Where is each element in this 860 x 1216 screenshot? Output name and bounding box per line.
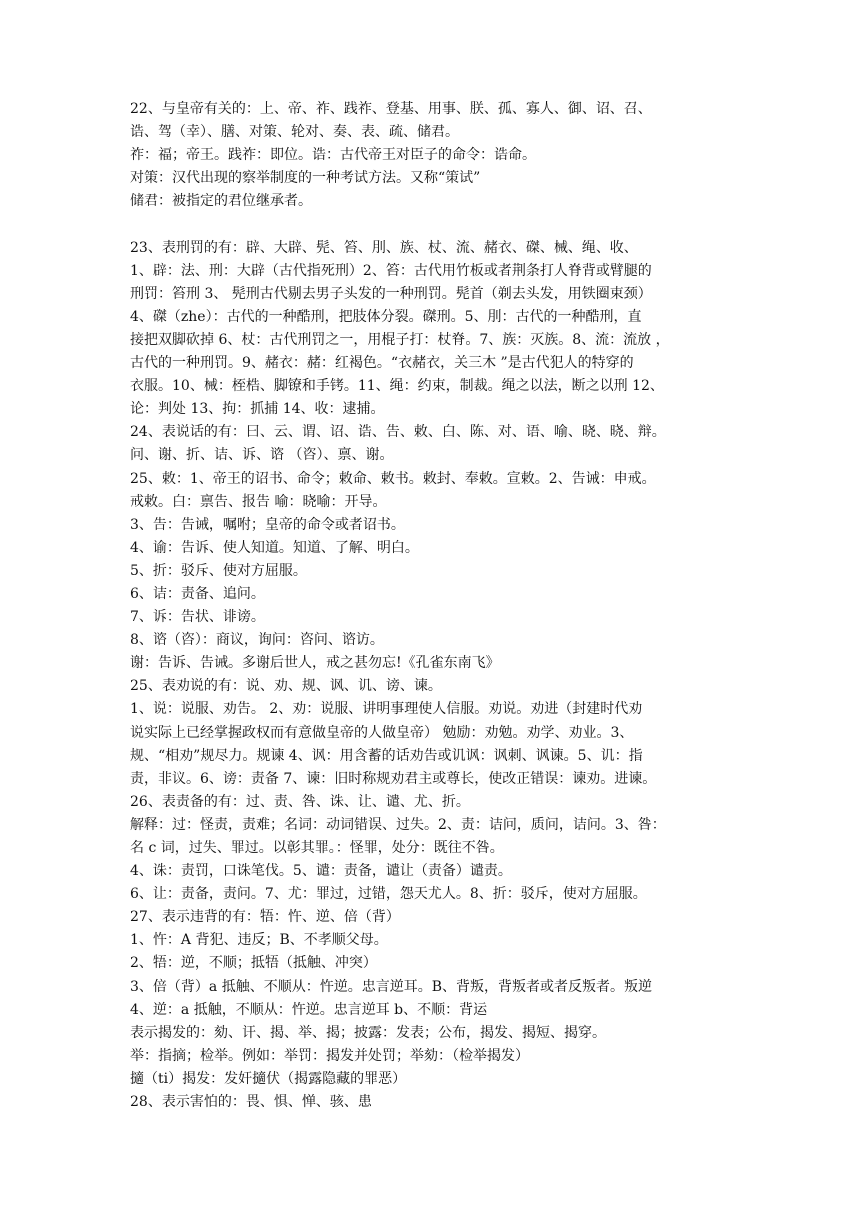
text-line: 22、与皇帝有关的：上、帝、祚、践祚、登基、用事、朕、孤、寡人、御、诏、召、 — [130, 101, 652, 117]
text-line: 6、诘：责备、追问。 — [130, 585, 265, 602]
text-line: 表示揭发的：劾、讦、揭、举、揭；披露：发表；公布，揭发、揭短、揭穿。 — [130, 1024, 606, 1041]
text-line: 4、逆：a 抵触，不顺从：忤逆。忠言逆耳 b、不顺：背运 — [130, 1001, 488, 1018]
text-line: 衣服。10、械：桎梏、脚镣和手铐。11、绳：约束，制裁。绳之以法，断之以刑 12、 — [130, 378, 664, 395]
text-line: 25、敕：1、帝王的诏书、命令；敕命、敕书。敕封、奉敕。宣敕。2、告诫：申戒。 — [130, 470, 656, 487]
text-line: 擿（ti）揭发：发奸擿伏（揭露隐藏的罪恶） — [130, 1070, 407, 1087]
text-line: 1、忤：A 背犯、违反；B、不孝顺父母。 — [130, 932, 388, 949]
text-line: 储君：被指定的君位继承者。 — [130, 193, 312, 210]
text-line: 5、折：驳斥、使对方屈服。 — [130, 562, 307, 579]
text-line: 6、让：责备，责问。7、尤：罪过，过错，怨天尤人。8、折：驳斥，使对方屈服。 — [130, 886, 647, 903]
text-line: 举：指摘；检举。例如：举罚：揭发并处罚；举劾：（检举揭发） — [130, 1047, 529, 1064]
text-line: 接把双脚砍掉 6、杖：古代刑罚之一，用棍子打：杖脊。7、族：灭族。8、流：流放 ， — [130, 331, 670, 348]
text-line: 28、表示害怕的：畏、惧、惮、骇、患 — [130, 1094, 372, 1111]
text-line: 说实际上已经掌握政权而有意做皇帝的人做皇帝） 勉励：劝勉。劝学、劝业。3、 — [130, 724, 634, 741]
text-line: 4、诛：责罚，口诛笔伐。5、谴：责备，谴让（责备）谴责。 — [130, 863, 512, 880]
text-line: 3、告：告诫，嘱咐；皇帝的命令或者诏书。 — [130, 516, 405, 533]
blank-line — [130, 213, 750, 236]
text-line: 对策：汉代出现的察举制度的一种考试方法。又称“策试” — [130, 170, 481, 187]
text-line: 7、诉：告状、诽谤。 — [130, 609, 265, 626]
text-line: 谢：告诉、告诫。多谢后世人，戒之甚勿忘!《孔雀东南飞》 — [130, 655, 500, 672]
text-line: 24、表说话的有：曰、云、谓、诏、诰、告、敕、白、陈、对、语、喻、晓、晓、辩。 — [130, 424, 666, 441]
text-line: 23、表刑罚的有：辟、大辟、髡、笞、刖、族、杖、流、赭衣、磔、械、绳、收、 — [130, 239, 638, 256]
text-line: 祚：福；帝王。践祚：即位。诰：古代帝王对臣子的命令：诰命。 — [130, 147, 536, 164]
text-line: 古代的一种刑罚。9、赭衣：赭：红褐色。“衣赭衣，关三木 ”是古代犯人的特穿的 — [130, 355, 634, 372]
text-line: 戒敕。白：禀告、报告 喻：晓喻：开导。 — [130, 493, 387, 510]
text-line: 1、说：说服、劝告。 2、劝：说服、讲明事理使人信服。劝说。劝进（封建时代劝 — [130, 701, 643, 718]
text-line: 2、牾：逆，不顺；抵牾（抵触、冲突） — [130, 955, 377, 972]
text-line: 责，非议。6、谤：责备 7、谏：旧时称规劝君主或尊长，使改正错误：谏劝。进谏。 — [130, 770, 657, 787]
text-line: 27、表示违背的有：牾：忤、逆、倍（背） — [130, 909, 400, 926]
text-line: 论：判处 13、拘：抓捕 14、收：逮捕。 — [130, 401, 385, 418]
text-line: 3、倍（背）a 抵触、不顺从：忤逆。忠言逆耳。B、背叛，背叛者或者反叛者。叛逆 — [130, 978, 652, 995]
text-line: 25、表劝说的有：说、劝、规、讽、讥、谤、谏。 — [130, 678, 442, 695]
text-line: 诰、驾（幸）、膳、对策、轮对、奏、表、疏、储君。 — [130, 124, 459, 141]
text-line: 刑罚：笞刑 3、 髡刑古代剔去男子头发的一种刑罚。髡首（剃去头发，用铁圈束颈） — [130, 285, 652, 302]
text-line: 8、谘（咨）：商议，询问：咨问、谘访。 — [130, 632, 384, 649]
text-line: 解释：过：怪责，责难；名词：动词错误、过失。2、责：诘问，质问，诘问。3、咎： — [130, 816, 666, 833]
text-line: 26、表责备的有：过、责、咎、诛、让、谴、尤、折。 — [130, 793, 470, 810]
text-line: 1、辟：法、刑：大辟（古代指死刑）2、笞：古代用竹板或者荆条打人脊背或臂腿的 — [130, 262, 652, 279]
text-line: 规、“相劝”规尽力。规谏 4、讽：用含蓄的话劝告或讥讽：讽刺、讽谏。5、讥：指 — [130, 747, 643, 764]
text-line: 问、谢、折、诘、诉、谘 （咨）、禀、谢。 — [130, 447, 394, 464]
text-line: 4、磔（zhe）：古代的一种酷刑，把肢体分裂。磔刑。5、刖：古代的一种酷刑，直 — [130, 308, 642, 325]
text-line: 名 c 词，过失、罪过。以彰其罪。：怪罪，处分：既往不咎。 — [130, 840, 504, 856]
text-line: 4、谕：告诉、使人知道。知道、了解、明白。 — [130, 539, 419, 556]
